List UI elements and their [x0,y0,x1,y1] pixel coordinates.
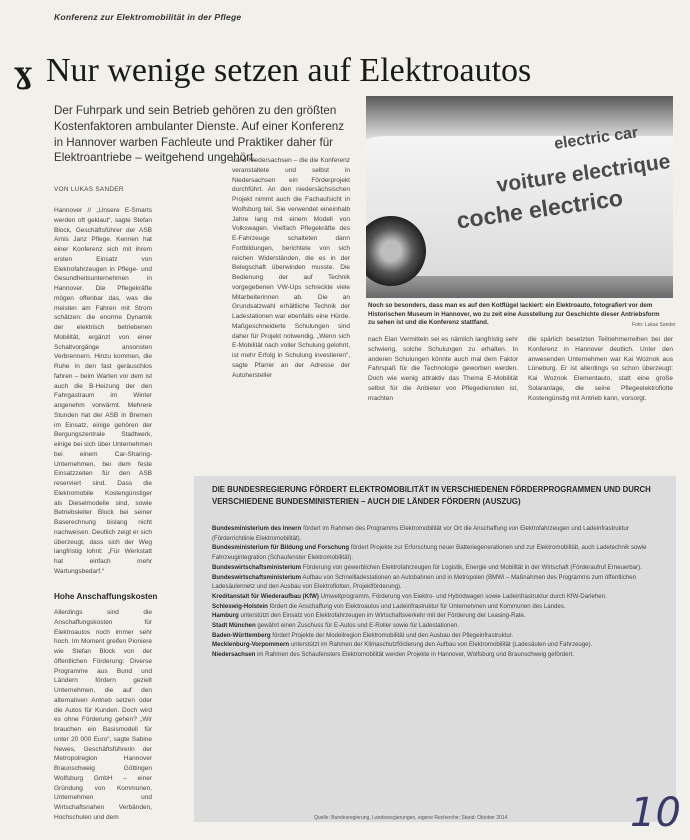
headline: Nur wenige setzen auf Elektroautos [46,52,532,89]
list-item-text: Umweltprogramm, Förderung von Elektro- und Hybridwagen sowie Ladeinfrastruktur durch KfW-Darlehen. [320,592,607,600]
list-item-label: Hamburg [212,612,239,620]
list-item [212,602,658,612]
list-item-label: Mecklenburg-Vorpommern [212,641,290,649]
list-item [212,640,658,650]
byline: VON LUKAS SANDER [54,186,124,193]
list-item-label: Schleswig-Holstein [212,602,268,610]
section-mark: ɣ [14,56,33,91]
list-item-text: fördert Projekte zur Erforschung neuer Batteriegenerationen und zur Elektromobilität, auch Ladetechnik sowie Fahrzeugintegration (Schaufenster Elektromobilität). [212,544,647,562]
list-item [212,573,658,592]
list-item [212,524,658,543]
article-column-3 [368,335,518,403]
list-item-text: gewährt einen Zuschuss für E-Autos und E-Roller sowie für Ladestationen. [257,622,459,630]
list-item-text: fördert die Anschaffung von Elektroautos und Ladeinfrastruktur für Unternehmen und Kommunen des Landes. [269,602,566,610]
photo-phrase: coche electrico [454,184,625,234]
page-number: 10 [630,790,681,836]
list-item-label: Kreditanstalt für Wiederaufbau (KfW) [212,592,319,600]
list-item-label: Stadt München [212,622,256,630]
subheading: Hohe Anschaffungskosten [54,592,158,601]
list-item [212,543,658,562]
list-item-text: unterstützt den Einsatz von Elektrofahrzeugen im Wirtschaftsverkehr mit der Förderung der Leasing-Rate. [240,612,526,620]
list-item [212,650,658,660]
list-item-label: Bundeswirtschaftsministerium [212,573,302,581]
paragraph: nach Elan Vermitteln sei es nämlich langfristig sehr schwierig, solche Schulungen zu erhalten. In anderen Schulungen könnte auch mal dem Faktor Fahrspaß für die Technologie geworben werden. Doch wie wenig attraktiv das Thema E-Mobilität selbst für die Anbieter von Pflegediensten ist, machten [368,336,518,402]
list-item-label: Baden-Württemberg [212,631,271,639]
list-item [212,563,658,573]
list-item-label: Niedersachsen [212,651,256,659]
article-column-1-lower [54,608,152,823]
photo-credit: Foto: Lukas Sander [632,322,676,328]
kicker: Konferenz zur Elektromobilität in der Pflege [54,12,242,22]
info-box-list [212,524,658,660]
list-item-text: fördert Projekte der Modellregion Elektromobilität und den Ausbau der Pflegeinfrastruktur. [272,631,514,639]
list-item [212,592,658,602]
list-item-text: Aufbau von Schnellladestationen an Autobahnen und in Metropolen (BMWi – Maßnahmen des Programms zum öffentlichen Ladesäulennetz und den Ausbau von Elektroflotten, Projektförderung). [212,573,636,591]
paragraph: Land Niedersachsen – die die Konferenz veranstaltete und selbst in Niedersachsen ein Förderprojekt durchführt. An den niedersächsischen Projekt nimmt auch die Fachaufsicht in Wolfsburg teil. Sie verwendet eineinhalb Jahre lang mit einem Modell von Volkswagen. Vielfach Pflegekräfte des E-Fahrzeuge schalteten dann Fortbildungen, berichtete von sich reichen Widerständen, die es in der Belegschaft überwinden musste. Die Bedienung der auf Technik vorgegebenen VW-Ups schreckte viele Mitarbeiterinnen ab. Die an Grundsatzwahl erhältliche Technik der Ladestationen war ebenfalls eine Hürde. Maßgeschneiderte Schulungen sind daher für Projekt notwendig. „Wenn sich E-Mobilität nach voller Schulung gelohnt, ist mehr Erfolg in Schulung investieren“, sagte Pfarrer an der Adresse der Autohersteller [232,157,350,379]
list-item [212,631,658,641]
list-item-text: im Rahmen des Schaufensters Elektromobilität werden Projekte in Hannover, Wolfsburg und Braunschweig gefördert. [257,651,574,659]
list-item-text: unterstützt im Rahmen der Klimaschutzförderung den Aufbau von Elektromobilität (Ladesäulen und Fahrzeuge). [290,641,593,649]
list-item-label: Bundesministerium für Bildung und Forschung [212,544,350,552]
photo-phrase: electric car [553,124,640,153]
paragraph: die spärlich besetzten Teilnehmerreihen bei der Konferenz in Hannover deutlich. Unter den anwesenden Unternehmen war Kai Woznok aus Lüneburg. Er ist allerdings so schon überzeugt: Kai Woznok Elementauto, statt eine große Solaranlage, die seine Pflegeelektroflotte Kostengünstig mit Antrieb kann, vorsorgt. [528,336,673,402]
photo-caption: Noch so besonders, dass man es auf den Kotflügel lackiert: ein Elektroauto, fotografiert vor dem Historischen Museum in Hannover, wo zu zeit eine Ausstellung zur Geschichte dieser Antriebsform zu sehen ist und die Konferenz stattfand. [368,302,660,327]
photo-phrase: voiture electrique [495,149,672,198]
list-item-text: fördert im Rahmen des Programms Elektromobilität vor Ort die Anschaffung von Elektrofahrzeugen und Ladeinfrastruktur (Förderrichtlinie Elektromobilität). [212,525,629,542]
article-column-4 [528,335,673,403]
article-column-2 [232,156,350,380]
list-item [212,621,658,631]
info-box-title: DIE BUNDESREGIERUNG FÖRDERT ELEKTROMOBILITÄT IN VERSCHIEDENEN FÖRDERPROGRAMMEN UND DURCH VERSCHIEDENE BUNDESMINISTERIEN – AUCH DIE LÄNDER FÖRDERN (AUSZUG) [212,485,651,506]
paragraph: Hannover // „Unsere E-Smarts werden oft geklaut“, sagte Stefan Block, Geschäftsführer der ASB Arnis Janz Pflege. Kennen hat einer Konferenz sich mit ihrem ersten Einsatz von Elektrofahrzeugen in Pflege- und Gesundheitsunternehmen in Hannover. Die Pflegekräfte mögen offenbar das, was die meisten am Fahren mit Strom schätzen: die enorme Dynamik der elektrisch betriebenen Mobilität, ergänzt von einer Schaltvorgänge ansonsten Verbrennern. Hinzu kommen, die Ruhe in den fast geräuschlos fahren – beim Warten vor dem ist auch die B-Heizung der den Fahrgastraum im Winter angenehm vorwärmt. Mehrere Stunden hat der ASB in Bremen im Einsatz, einige gehören der Bergungszentrale Stadtwerk, einige bei sich über Unternehmen bei einem Car-Sharing-Unternehmen, bei dem feste Einsatzzeiten für den ASB reserviert sind. Dass die Elektromobile Kostengünstiger als Dieselmodelle sind, sowie Betriebsleiter Block bei seiner Baserechnung bislang nicht nachweisen. Deutlich zeigt er sich überzeugt, dass sich der Weg langfristig lohnt: „Für Werkstatt hat einfach mehr Wartungsbedarf.“ [54,207,152,575]
paragraph: Allerdings sind die Anschaffungskosten für Elektroautos noch immer sehr hoch. Im Moment greifen Pioniere wie Stefan Block von der öffentlichen Förderung: Diverse Programme aus Bund und Ländern fördern gezielt Unternehmen, die auf den alternativen Antrieb setzen oder die Autos für Kunden. Doch wird es ohne Förderung gehen? „Wir brauchen ein Basismodell für unter 20 000 Euro“, sagte Sabine Newes, Geschäftsführerin der Metropolregion Hannover Braunschweig Göttingen Wolfsburg GmbH – einer Gründung von Kommunen, Unternehmen und Wirtschaftsnahen Verbänden, Hochschulen und dem [54,609,152,821]
list-item-text: Förderung von gewerblichen Elektrofahrzeugen für Logistik, Energie und Mobilität in der Wirtschaft (Förderaufruf Erneuerbar). [302,563,642,571]
list-item [212,611,658,621]
list-item-label: Bundesministerium des Innern [212,525,302,532]
list-item-label: Bundeswirtschaftsministerium [212,563,302,571]
lead-paragraph: Der Fuhrpark und sein Betrieb gehören zu den größten Kostenfaktoren ambulanter Dienste. Auf einer Konferenz in Hannover warben Fachleute und Praktiker daher für Elektroantriebe – weitgehend ungehört. [54,104,345,165]
article-column-1 [54,206,152,577]
info-box-source: Quelle: Bundesregierung, Landesregierungen, eigene Recherche; Stand: Oktober 2014 [314,815,508,821]
article-photo [366,96,673,298]
